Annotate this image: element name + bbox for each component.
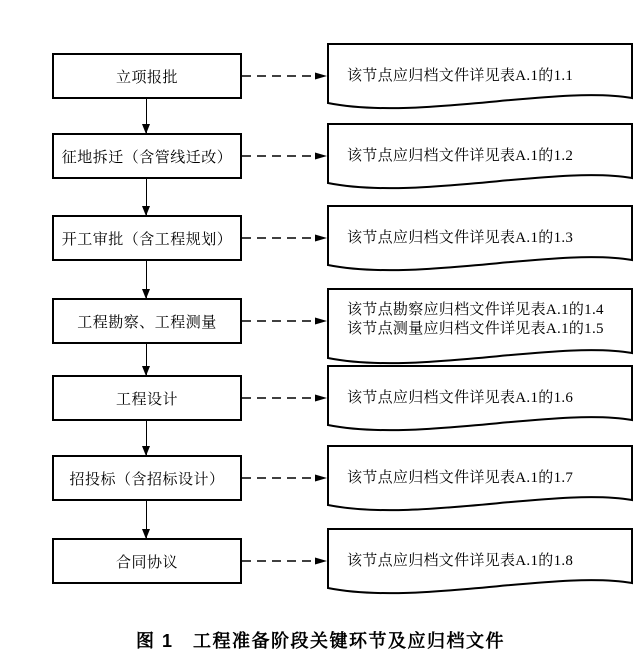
dashed-right-arrow-icon: [242, 70, 327, 82]
flow-step-box: [52, 133, 242, 179]
flow-step-label: 开工审批（含工程规划）: [61, 231, 233, 248]
document-text-line: 该节点应归档文件详见表A.1的1.3: [347, 230, 574, 246]
document-shape: [327, 205, 633, 275]
document-text: [347, 146, 623, 166]
dashed-right-arrow-icon: [242, 232, 327, 244]
document-text-line: 该节点勘察应归档文件详见表A.1的1.4: [347, 302, 604, 318]
flow-step-label: 工程勘察、工程测量: [77, 314, 217, 331]
down-arrow-icon: [146, 179, 147, 215]
flow-step-box: [52, 298, 242, 344]
dashed-right-arrow-icon: [242, 315, 327, 327]
flow-step-label: 合同协议: [115, 554, 178, 571]
document-shape: [327, 288, 633, 368]
down-arrow-icon: [146, 501, 147, 538]
document-shape: [327, 365, 633, 435]
down-arrow-icon: [146, 261, 147, 298]
flow-step-label: 工程设计: [115, 391, 178, 408]
document-shape: [327, 445, 633, 515]
flow-step-label: 立项报批: [115, 69, 178, 86]
document-text-line: 该节点测量应归档文件详见表A.1的1.5: [347, 321, 604, 337]
document-shape: [327, 528, 633, 598]
document-text-line: 该节点应归档文件详见表A.1的1.7: [347, 470, 574, 486]
document-text-line: 该节点应归档文件详见表A.1的1.8: [347, 553, 574, 569]
document-text: [347, 388, 623, 408]
document-text: [347, 66, 623, 86]
dashed-right-arrow-icon: [242, 472, 327, 484]
down-arrow-icon: [146, 344, 147, 375]
flow-step-box: [52, 375, 242, 421]
document-shape: [327, 43, 633, 113]
dashed-right-arrow-icon: [242, 392, 327, 404]
dashed-right-arrow-icon: [242, 555, 327, 567]
document-shape: [327, 123, 633, 193]
flow-step-box: [52, 538, 242, 584]
document-text-line: 该节点应归档文件详见表A.1的1.2: [347, 148, 574, 164]
document-text: [347, 228, 623, 248]
flow-step-box: [52, 53, 242, 99]
down-arrow-icon: [146, 421, 147, 455]
flow-step-label: 征地拆迁（含管线迁改）: [61, 149, 233, 166]
document-text: [347, 468, 623, 488]
document-text-line: 该节点应归档文件详见表A.1的1.6: [347, 390, 574, 406]
document-text: [347, 551, 623, 571]
flow-step-label: 招投标（含招标设计）: [69, 471, 225, 488]
flow-step-box: [52, 455, 242, 501]
document-text: [347, 301, 623, 339]
document-text-line: 该节点应归档文件详见表A.1的1.1: [347, 68, 574, 84]
figure-caption: 图 1 工程准备阶段关键环节及应归档文件: [135, 631, 505, 651]
flow-step-box: [52, 215, 242, 261]
down-arrow-icon: [146, 99, 147, 133]
dashed-right-arrow-icon: [242, 150, 327, 162]
